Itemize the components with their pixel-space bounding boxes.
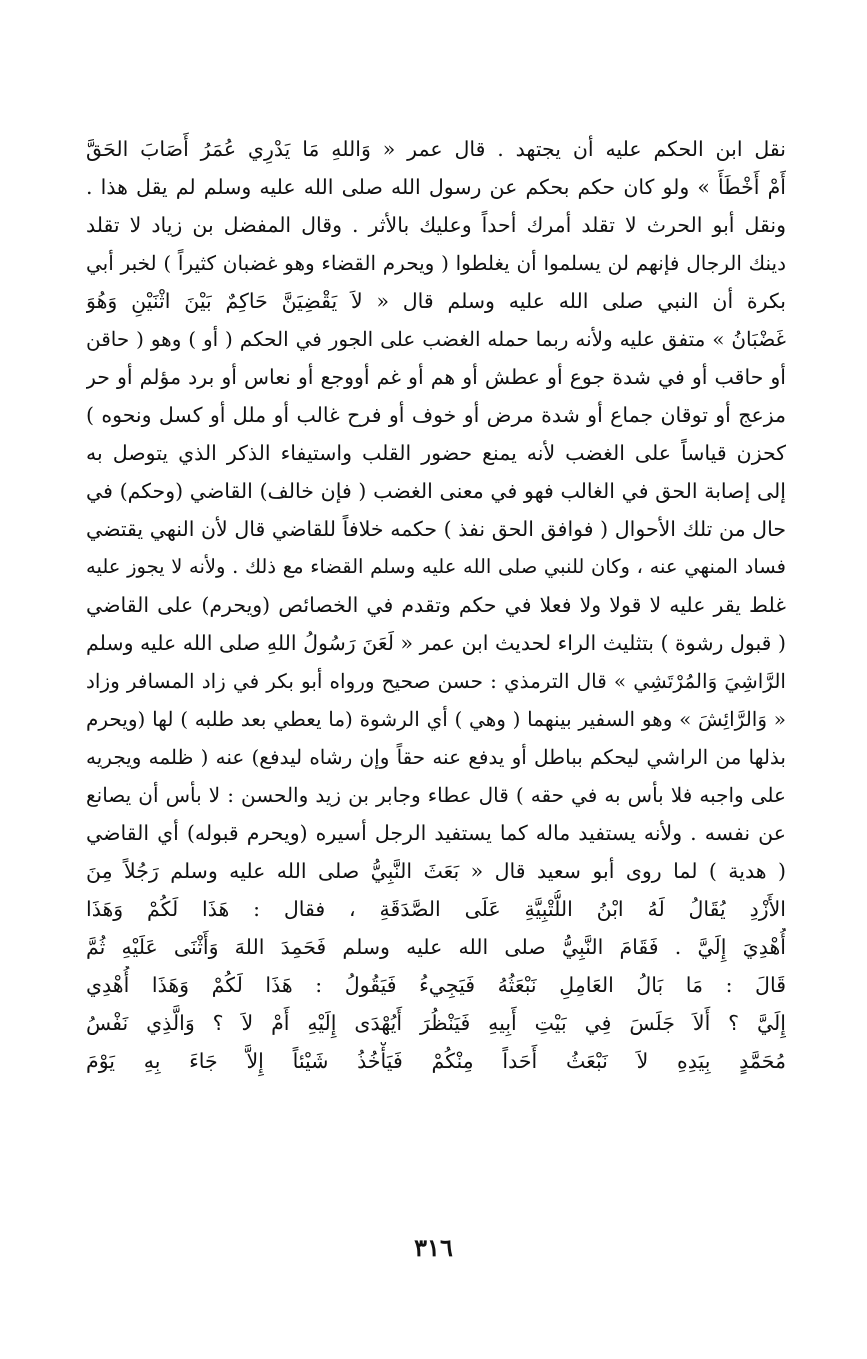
- text-line: كحزن قياساً على الغضب لأنه يمنع حضور القلب واستيفاء الذكر الذي يتوصل به: [86, 441, 786, 465]
- text-line: ( هدية ) لما روى أبو سعيد قال « بَعَثَ النَّبِيُّ صلى الله عليه وسلم رَجُلاً مِنَ: [86, 859, 786, 883]
- text-line: نقل ابن الحكم عليه أن يجتهد . قال عمر « وَاللهِ مَا يَدْرِي عُمَرُ أَصَابَ الحَقَّ: [86, 137, 786, 161]
- text-line: الأَزْدِ يُقَالُ لَهُ ابْنُ اللُّتْبِيَّةِ عَلَى الصَّدَقَةِ ، فقال : هَذَا لَكُمْ وَهَذَا: [86, 897, 786, 921]
- text-line: أَمْ أَخْطَأَ » ولو كان حكم بحكم عن رسول الله صلى الله عليه وسلم لم يقل هذا .: [86, 175, 786, 199]
- text-line: إلى إصابة الحق في الغالب فهو في معنى الغضب ( فإن خالف) القاضي (وحكم) في: [86, 479, 786, 503]
- text-line: « وَالرَّائِشَ » وهو السفير بينهما ( وهي ) أي الرشوة (ما يعطي بعد طلبه ) لها (ويحرم: [86, 707, 786, 731]
- text-line: دينك الرجال فإنهم لن يسلموا أن يغلطوا ( ويحرم القضاء وهو غضبان كثيراً ) لخبر أبي: [86, 251, 786, 275]
- text-line: حال من تلك الأحوال ( فوافق الحق نفذ ) حكمه خلافاً للقاضي قال لأن النهي يقتضي: [86, 517, 786, 541]
- text-line: إِلَيَّ ؟ أَلاَ جَلَسَ فِي بَيْتِ أَبِيهِ فَيَنْظُرَ أَيُهْدَى إِلَيْهِ أَمْ لاَ ؟ وَالَّذِي نَفْسُ: [86, 1011, 786, 1035]
- text-line: غلط يقر عليه لا قولا ولا فعلا في حكم وتقدم في الخصائص (ويحرم) على القاضي: [86, 593, 786, 617]
- page-number: ٣١٦: [414, 1233, 453, 1262]
- text-line: ونقل أبو الحرث لا تقلد أمرك أحداً وعليك بالأثر . وقال المفضل بن زياد لا تقلد: [86, 213, 786, 237]
- text-line: ( قبول رشوة ) بتثليث الراء لحديث ابن عمر « لَعَنَ رَسُولُ اللهِ صلى الله عليه وسلم: [86, 631, 786, 655]
- text-line: مزعج أو توقان جماع أو شدة مرض أو خوف أو فرح غالب أو ملل أو كسل ونحوه ): [86, 403, 786, 427]
- text-line: بكرة أن النبي صلى الله عليه وسلم قال « لاَ يَقْضِيَنَّ حَاكِمٌ بَيْنَ اثْنَيْنِ وَهُوَ: [86, 289, 786, 313]
- text-line: على واجبه فلا بأس به في حقه ) قال عطاء وجابر بن زيد والحسن : لا بأس أن يصانع: [86, 783, 786, 807]
- text-line: فساد المنهي عنه ، وكان للنبي صلى الله عليه وسلم القضاء مع ذلك . ولأنه لا يجوز عليه: [86, 555, 786, 578]
- text-line: مُحَمَّدٍ بِيَدِهِ لاَ نَبْعَثُ أَحَداً مِنْكُمْ فَيَأْخُذُ شَيْئاً إِلاَّ جَاءَ بِهِ يَوْمَ: [86, 1049, 786, 1073]
- text-line: قَالَ : مَا بَالُ العَامِلِ نَبْعَثُهُ فَيَجِيءُ فَيَقُولُ : هَذَا لَكُمْ وَهَذَا أُهْدِي: [86, 973, 786, 997]
- text-line: أو حاقب أو في شدة جوع أو عطش أو هم أو غم أووجع أو نعاس أو برد مؤلم أو حر: [86, 365, 786, 389]
- text-line: أُهْدِيَ إِلَيَّ . فَقَامَ النَّبِيُّ صلى الله عليه وسلم فَحَمِدَ اللهَ وَأَثْنَى عَلَيْهِ ثُمَّ: [86, 935, 786, 959]
- body-text: [86, 130, 786, 1080]
- text-line: بذلها من الراشي ليحكم بباطل أو يدفع عنه حقاً وإن رشاه ليدفع) عنه ( ظلمه ويجريه: [86, 745, 786, 769]
- text-line: عن نفسه . ولأنه يستفيد ماله كما يستفيد الرجل أسيره (ويحرم قبوله) أي القاضي: [86, 821, 786, 845]
- text-line: الرَّاشِيَ وَالمُرْتَشِي » قال الترمذي : حسن صحيح ورواه أبو بكر في زاد المسافر وزاد: [86, 669, 786, 693]
- text-line: غَضْبَانُ » متفق عليه ولأنه ربما حمله الغضب على الجور في الحكم ( أو ) وهو ( حاقن: [86, 327, 786, 351]
